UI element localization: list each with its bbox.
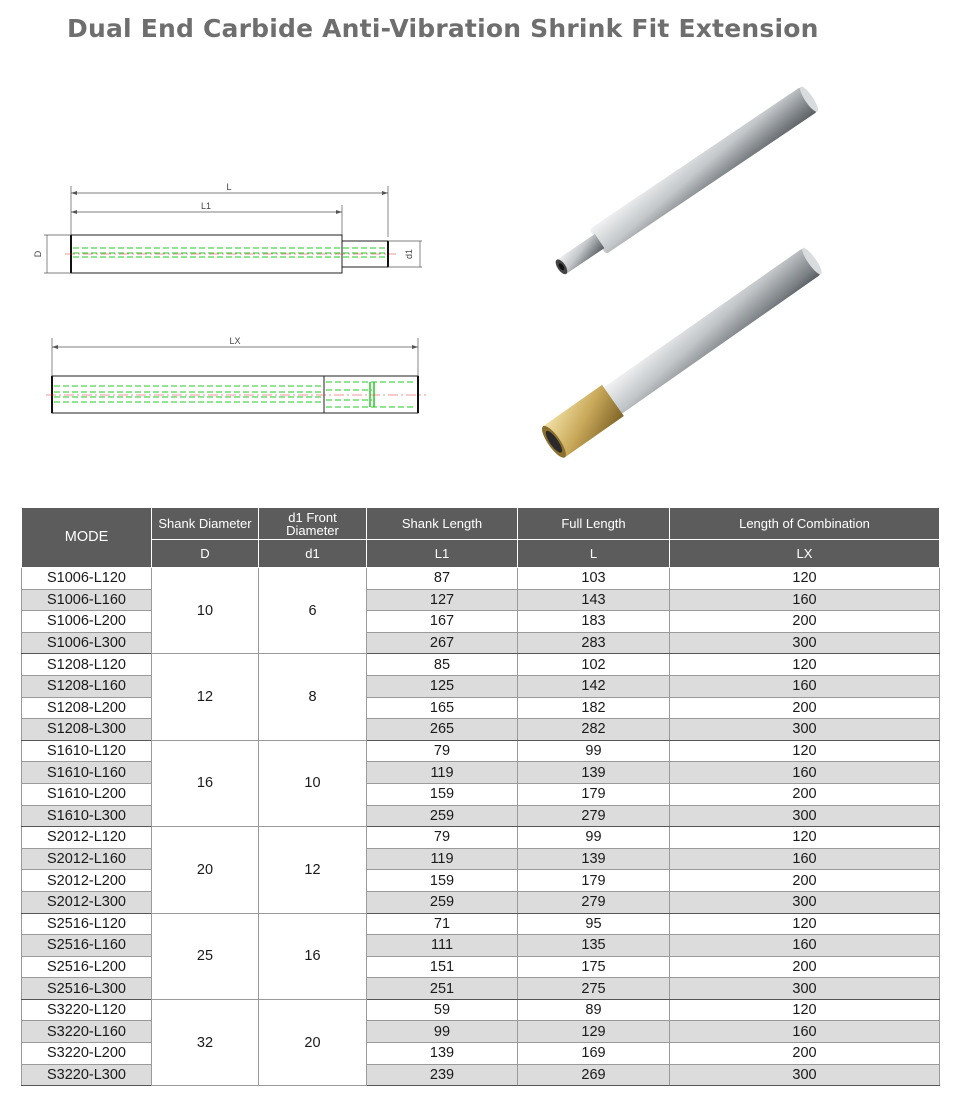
cell-D: 25 — [152, 913, 259, 999]
cell-L: 179 — [518, 870, 670, 892]
cell-L1: 71 — [367, 913, 518, 935]
cell-LX: 160 — [670, 675, 940, 697]
cell-LX: 300 — [670, 1064, 940, 1086]
cell-d1: 6 — [259, 568, 367, 654]
table-row — [22, 999, 940, 1021]
header-shank-length: Shank Length — [367, 508, 518, 540]
cell-L1: 79 — [367, 740, 518, 762]
cell-LX: 200 — [670, 611, 940, 633]
cell-L: 102 — [518, 654, 670, 676]
cell-LX: 160 — [670, 762, 940, 784]
table-row — [22, 568, 940, 590]
technical-drawing-combination — [30, 330, 430, 420]
cell-d1: 16 — [259, 913, 367, 999]
cell-d1: 10 — [259, 740, 367, 826]
spec-table-body — [22, 568, 940, 1086]
cell-mode: S2012-L200 — [22, 870, 152, 892]
cell-L1: 251 — [367, 978, 518, 1000]
cell-mode: S1006-L300 — [22, 632, 152, 654]
cell-L1: 79 — [367, 827, 518, 849]
cell-D: 10 — [152, 568, 259, 654]
cell-LX: 120 — [670, 999, 940, 1021]
cell-L1: 111 — [367, 935, 518, 957]
table-row — [22, 740, 940, 762]
cell-LX: 120 — [670, 568, 940, 590]
header-L1: L1 — [367, 540, 518, 568]
header-LX: LX — [670, 540, 940, 568]
cell-LX: 120 — [670, 740, 940, 762]
cell-L1: 259 — [367, 891, 518, 913]
cell-L: 99 — [518, 827, 670, 849]
cell-LX: 200 — [670, 870, 940, 892]
cell-L: 169 — [518, 1043, 670, 1065]
cell-L: 183 — [518, 611, 670, 633]
cell-L1: 119 — [367, 848, 518, 870]
cell-L: 103 — [518, 568, 670, 590]
header-shank-diameter: Shank Diameter — [152, 508, 259, 540]
cell-L1: 87 — [367, 568, 518, 590]
cell-mode: S2012-L120 — [22, 827, 152, 849]
cell-L: 175 — [518, 956, 670, 978]
cell-LX: 200 — [670, 956, 940, 978]
cell-D: 12 — [152, 654, 259, 740]
cell-L: 129 — [518, 1021, 670, 1043]
cell-mode: S1610-L300 — [22, 805, 152, 827]
cell-mode: S1208-L300 — [22, 719, 152, 741]
cell-L: 182 — [518, 697, 670, 719]
cell-L: 139 — [518, 762, 670, 784]
cell-L1: 59 — [367, 999, 518, 1021]
dim-d1-label: d1 — [404, 248, 414, 260]
cell-mode: S1208-L160 — [22, 675, 152, 697]
cell-mode: S1006-L200 — [22, 611, 152, 633]
cell-LX: 200 — [670, 783, 940, 805]
cell-L: 95 — [518, 913, 670, 935]
cell-mode: S2516-L200 — [22, 956, 152, 978]
cell-mode: S1610-L160 — [22, 762, 152, 784]
cell-mode: S3220-L300 — [22, 1064, 152, 1086]
cell-mode: S1208-L200 — [22, 697, 152, 719]
cell-LX: 300 — [670, 978, 940, 1000]
cell-LX: 300 — [670, 805, 940, 827]
cell-LX: 300 — [670, 891, 940, 913]
cell-L1: 165 — [367, 697, 518, 719]
header-length-of-combination: Length of Combination — [670, 508, 940, 540]
cell-mode: S1006-L120 — [22, 568, 152, 590]
cell-L1: 159 — [367, 783, 518, 805]
page-title: Dual End Carbide Anti-Vibration Shrink Fit Extension — [67, 14, 819, 43]
cell-L1: 239 — [367, 1064, 518, 1086]
cell-L1: 85 — [367, 654, 518, 676]
dim-LX-label: LX — [229, 336, 241, 346]
cell-LX: 120 — [670, 654, 940, 676]
cell-LX: 300 — [670, 719, 940, 741]
cell-d1: 8 — [259, 654, 367, 740]
cell-LX: 120 — [670, 913, 940, 935]
table-row — [22, 827, 940, 849]
cell-L1: 159 — [367, 870, 518, 892]
cell-L: 142 — [518, 675, 670, 697]
cell-mode: S1610-L200 — [22, 783, 152, 805]
cell-L1: 167 — [367, 611, 518, 633]
cell-mode: S1208-L120 — [22, 654, 152, 676]
cell-L1: 265 — [367, 719, 518, 741]
cell-mode: S2516-L160 — [22, 935, 152, 957]
header-d1: d1 — [259, 540, 367, 568]
cell-mode: S3220-L200 — [22, 1043, 152, 1065]
cell-mode: S3220-L160 — [22, 1021, 152, 1043]
cell-mode: S2516-L300 — [22, 978, 152, 1000]
cell-mode: S2012-L300 — [22, 891, 152, 913]
header-full-length: Full Length — [518, 508, 670, 540]
cell-L: 269 — [518, 1064, 670, 1086]
cell-D: 32 — [152, 999, 259, 1085]
dim-D-label: D — [33, 250, 43, 258]
cell-D: 20 — [152, 827, 259, 913]
cell-LX: 160 — [670, 1021, 940, 1043]
header-mode: MODE — [22, 508, 152, 568]
cell-L: 99 — [518, 740, 670, 762]
cell-LX: 300 — [670, 632, 940, 654]
header-L: L — [518, 540, 670, 568]
cell-mode: S1006-L160 — [22, 589, 152, 611]
cell-L: 139 — [518, 848, 670, 870]
cell-L: 279 — [518, 891, 670, 913]
cell-L: 275 — [518, 978, 670, 1000]
cell-L: 135 — [518, 935, 670, 957]
cell-mode: S2516-L120 — [22, 913, 152, 935]
cell-mode: S2012-L160 — [22, 848, 152, 870]
dim-L1-label: L1 — [200, 201, 212, 211]
cell-LX: 160 — [670, 589, 940, 611]
spec-table — [21, 507, 940, 1086]
cell-L: 143 — [518, 589, 670, 611]
combination-render-image — [515, 235, 855, 465]
cell-LX: 200 — [670, 697, 940, 719]
cell-L1: 139 — [367, 1043, 518, 1065]
cell-L1: 99 — [367, 1021, 518, 1043]
table-row — [22, 913, 940, 935]
cell-d1: 12 — [259, 827, 367, 913]
dim-L-label: L — [226, 182, 232, 192]
cell-LX: 160 — [670, 935, 940, 957]
cell-LX: 120 — [670, 827, 940, 849]
cell-L: 279 — [518, 805, 670, 827]
header-D: D — [152, 540, 259, 568]
cell-L: 282 — [518, 719, 670, 741]
header-d1-front-diameter: d1 Front Diameter — [259, 508, 367, 540]
cell-L: 89 — [518, 999, 670, 1021]
cell-L1: 259 — [367, 805, 518, 827]
technical-drawing-extension — [30, 175, 430, 280]
cell-d1: 20 — [259, 999, 367, 1085]
cell-LX: 200 — [670, 1043, 940, 1065]
table-row — [22, 654, 940, 676]
cell-L1: 267 — [367, 632, 518, 654]
cell-L1: 151 — [367, 956, 518, 978]
cell-LX: 160 — [670, 848, 940, 870]
cell-L: 283 — [518, 632, 670, 654]
cell-L1: 119 — [367, 762, 518, 784]
cell-L1: 127 — [367, 589, 518, 611]
cell-L1: 125 — [367, 675, 518, 697]
cell-L: 179 — [518, 783, 670, 805]
cell-D: 16 — [152, 740, 259, 826]
cell-mode: S3220-L120 — [22, 999, 152, 1021]
cell-mode: S1610-L120 — [22, 740, 152, 762]
